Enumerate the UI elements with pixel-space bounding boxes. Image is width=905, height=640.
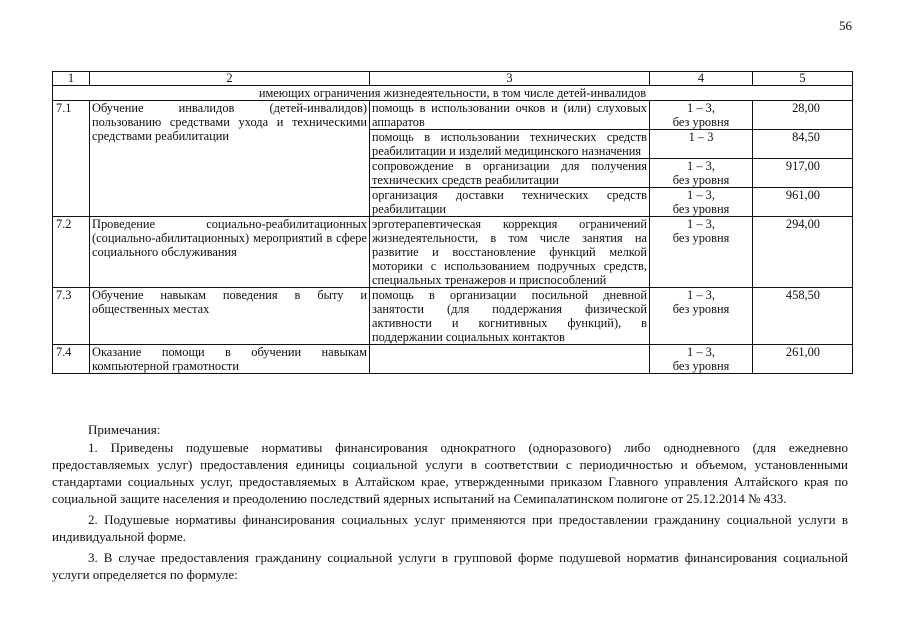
service-level: 1 – 3, без уровня (650, 188, 753, 217)
header-col-3: 3 (370, 72, 650, 86)
table-row (53, 217, 853, 288)
row-number: 7.3 (53, 288, 90, 345)
row-number: 7.1 (53, 101, 90, 217)
service-level: 1 – 3, без уровня (650, 101, 753, 130)
service-level: 1 – 3, без уровня (650, 159, 753, 188)
row-number: 7.2 (53, 217, 90, 288)
norm-value: 458,50 (753, 288, 853, 345)
section-continuation-text: имеющих ограничения жизнедеятельности, в том числе детей-инвалидов (53, 86, 853, 101)
table-row (53, 101, 853, 130)
note-1: 1. Приведены подушевые нормативы финансирования однократного (одноразового) либо однодневного (для ежедневно предоставляемых услуг) предоставления единицы социальной услуги в соответствии с периодичностью и объемом, установленными стандартами социальных услуг, предоставляемых в Алтайском крае, утвержденными приказом Главного управления Алтайского края по социальной защите населения и преодолению последствий ядерных испытаний на Семипалатинском полигоне от 25.12.2014 № 433. (52, 440, 848, 506)
service-description: помощь в использовании технических средств реабилитации и изделий медицинского назначения (370, 130, 650, 159)
service-description: помощь в организации посильной дневной занятости (для поддержания физической активности и когнитивных функций), в поддержании социальных контактов (370, 288, 650, 345)
note-2: 2. Подушевые нормативы финансирования социальных услуг применяются при предоставлении гражданину социальной услуги в индивидуальной форме. (52, 512, 848, 544)
notes-heading: Примечания: (88, 422, 161, 437)
service-group-name: Оказание помощи в обучении навыкам компьютерной грамотности (90, 345, 370, 374)
service-level: 1 – 3, без уровня (650, 345, 753, 374)
header-col-2: 2 (90, 72, 370, 86)
norm-value: 961,00 (753, 188, 853, 217)
service-description: сопровождение в организации для получения технических средств реабилитации (370, 159, 650, 188)
header-col-4: 4 (650, 72, 753, 86)
note-3: 3. В случае предоставления гражданину социальной услуги в групповой форме подушевой норматив финансирования социальной услуги определяется по формуле: (52, 550, 848, 582)
row-number: 7.4 (53, 345, 90, 374)
norm-value: 917,00 (753, 159, 853, 188)
table-header-row (53, 72, 853, 86)
table-row (53, 345, 853, 374)
service-description: помощь в использовании очков и (или) слуховых аппаратов (370, 101, 650, 130)
norm-value: 294,00 (753, 217, 853, 288)
norm-value: 28,00 (753, 101, 853, 130)
norm-value: 261,00 (753, 345, 853, 374)
service-description: организация доставки технических средств реабилитации (370, 188, 650, 217)
header-col-5: 5 (753, 72, 853, 86)
service-level: 1 – 3, без уровня (650, 217, 753, 288)
norm-value: 84,50 (753, 130, 853, 159)
service-group-name: Обучение навыкам поведения в быту и общественных местах (90, 288, 370, 345)
page-number: 56 (839, 18, 852, 33)
service-description (370, 345, 650, 374)
service-level: 1 – 3, без уровня (650, 288, 753, 345)
service-group-name: Проведение социально-реабилитационных (социально-абилитационных) мероприятий в сфере социального обслуживания (90, 217, 370, 288)
service-description: эрготерапевтическая коррекция ограничений жизнедеятельности, в том числе занятия на развитие и восстановление функций мелкой моторики с использованием подручных средств, специальных тренажеров и приспособлений (370, 217, 650, 288)
section-continuation-row (53, 86, 853, 101)
financing-norms-table (52, 71, 853, 374)
service-level: 1 – 3 (650, 130, 753, 159)
header-col-1: 1 (53, 72, 90, 86)
notes-section (52, 421, 848, 583)
service-group-name: Обучение инвалидов (детей-инвалидов) пользованию средствами ухода и техническими средствами реабилитации (90, 101, 370, 217)
table-row (53, 288, 853, 345)
